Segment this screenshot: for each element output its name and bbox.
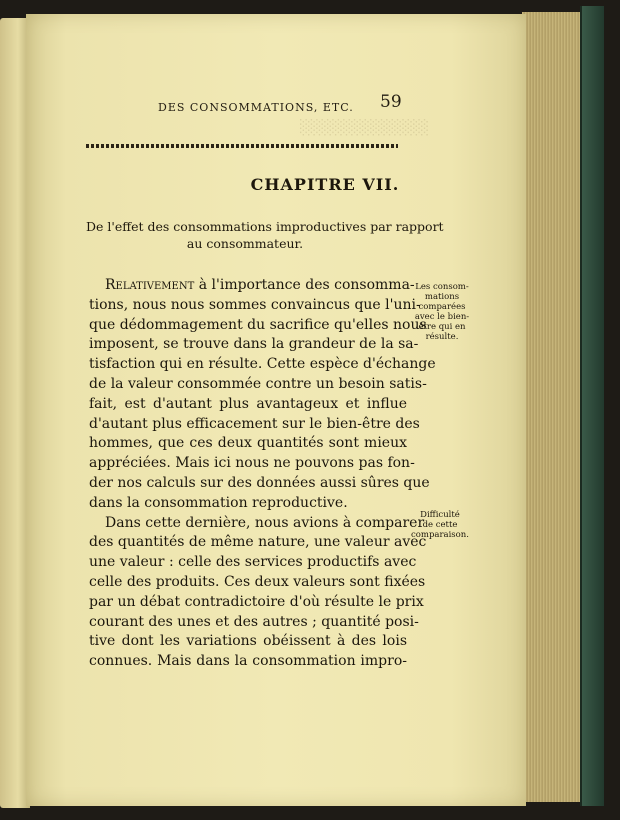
margin-note-line: comparées bbox=[418, 302, 466, 312]
text-line: dans la consommation reproductive. bbox=[89, 494, 348, 511]
page-number: 59 bbox=[380, 92, 402, 112]
text-line: des quantités de même nature, une valeur avec bbox=[89, 534, 427, 551]
text-line: der nos calculs sur des données aussi sûres que bbox=[89, 474, 430, 491]
margin-note-line: avec le bien- bbox=[414, 312, 470, 322]
text-line: une valeur : celle des services productifs avec bbox=[89, 554, 417, 571]
text-line: que dédommagement du sacrifice qu'elles nous bbox=[89, 316, 427, 333]
subtitle-line: De l'effet des consommations improductives par rapport bbox=[86, 219, 444, 234]
text-line: Dans cette dernière, nous avions à comparer bbox=[105, 514, 425, 531]
chapter-subtitle bbox=[86, 218, 444, 252]
margin-note-line: mations bbox=[424, 292, 460, 302]
margin-note-line: résulte. bbox=[425, 332, 459, 342]
text-line: celle des produits. Ces deux valeurs sont fixées bbox=[89, 573, 426, 590]
dotted-rule bbox=[86, 144, 398, 148]
text-line: tive dont les variations obéissent à des lois bbox=[89, 633, 407, 650]
text-line: fait, est d'autant plus avantageux et influe bbox=[89, 395, 407, 412]
text-line bbox=[89, 276, 415, 296]
text-line: tions, nous nous sommes convaincus que l'uni- bbox=[89, 296, 421, 313]
page-edges bbox=[522, 12, 584, 802]
running-header: DES CONSOMMATIONS, ETC. bbox=[158, 101, 354, 114]
text-line: appréciées. Mais ici nous ne pouvons pas fon- bbox=[89, 455, 415, 472]
chapter-title: CHAPITRE VII. bbox=[250, 175, 400, 194]
margin-note-comparison bbox=[409, 282, 475, 342]
margin-note-line: Les consom- bbox=[415, 282, 469, 292]
text-line-rest: à l'importance des consomma- bbox=[194, 277, 415, 293]
book-cover bbox=[580, 6, 604, 806]
text-line: par un débat contradictoire d'où résulte le prix bbox=[89, 593, 424, 610]
text-line: de la valeur consommée contre un besoin satis- bbox=[89, 375, 427, 392]
margin-note-line: être qui en bbox=[418, 322, 466, 332]
margin-note-line: Difficulté bbox=[420, 510, 460, 520]
text-line: connues. Mais dans la consommation impro- bbox=[89, 653, 407, 670]
text-line: d'autant plus efficacement sur le bien-être des bbox=[89, 415, 420, 432]
text-line: courant des unes et des autres ; quantité posi- bbox=[89, 613, 419, 630]
margin-note-line: comparaison. bbox=[411, 530, 469, 540]
margin-note-difficulty bbox=[407, 510, 473, 540]
lead-word: Relativement bbox=[105, 277, 195, 293]
bleed-through: ░░░░░░░░░░░░ bbox=[300, 120, 430, 136]
text-line: hommes, que ces deux quantités sont mieux bbox=[89, 435, 407, 452]
text-line: imposent, se trouve dans la grandeur de la sa- bbox=[89, 336, 419, 353]
subtitle-line: au consommateur. bbox=[186, 236, 304, 251]
text-line: tisfaction qui en résulte. Cette espèce d'échange bbox=[89, 356, 436, 373]
body-text bbox=[89, 276, 436, 672]
margin-note-line: de cette bbox=[422, 520, 458, 530]
